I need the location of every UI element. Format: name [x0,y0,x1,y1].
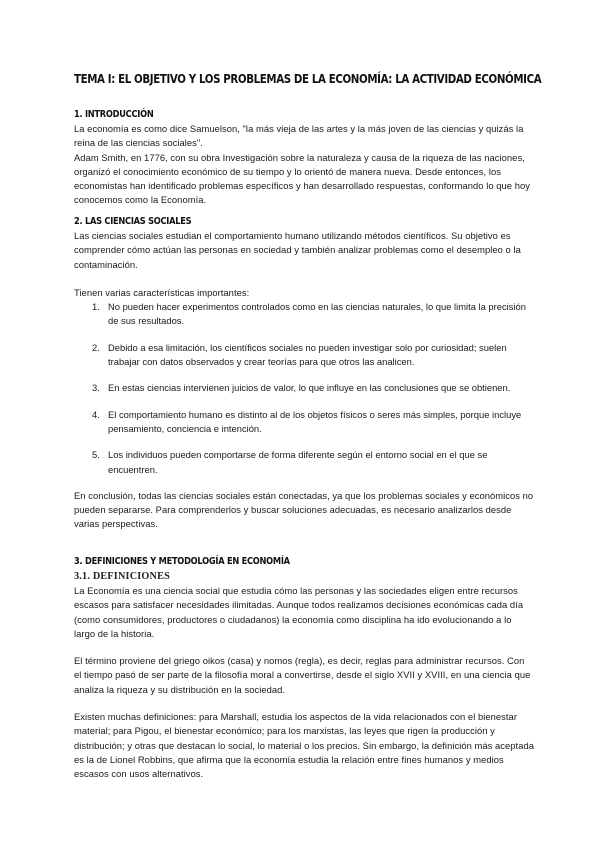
definitions-paragraph-2: El término proviene del griego oikos (casa) y nomos (regla), es decir, reglas para administrar recursos. Con el tiempo pasó de ser parte de la filosofía moral a convertirse, desde el siglo XVII y XVIII, en una ciencia que analiza la riqueza y su distribución en la sociedad. [74,655,531,695]
section-definitions [74,556,534,782]
section-heading-definitions: 3. DEFINICIONES Y METODOLOGÍA EN ECONOMÍA [74,556,290,567]
characteristics-list [74,300,534,477]
section-social-sciences [74,216,534,532]
intro-paragraph-2: Adam Smith, en 1776, con su obra Investigación sobre la naturaleza y causa de la riqueza de las naciones, organizó el conocimiento económico de su tiempo y lo orientó de manera nueva. Desde entonces, los economistas han identificado problemas específicos y han desarrollado respuestas, conformando lo que hoy conocemos como la Economía. [74,151,530,206]
list-item: 4. El comportamiento humano es distinto al de los objetos físicos o seres más simples, porque incluye pensamiento, conciencia e intención. [92,408,522,434]
list-item: 2. Debido a esa limitación, los científicos sociales no pueden investigar solo por curiosidad; suelen trabajar con datos observados y crear teorías para que otros las analicen. [92,341,507,368]
list-item: 5. Los individuos pueden comportarse de forma diferente según el entorno social en el que se encuentren. [92,449,488,475]
social-paragraph-1: Las ciencias sociales estudian el comportamiento humano utilizando métodos científicos. Su objetivo es comprender cómo actúan las personas en sociedad y también analizar problemas como el desempleo o la contaminación. [74,230,521,270]
subsection-heading-definitions: 3.1. DEFINICIONES [74,571,170,582]
definitions-paragraph-3: Existen muchas definiciones: para Marshall, estudia los aspectos de la vida relacionados con el bienestar material; para Pigou, el bienestar económico; para los marxistas, las leyes que rigen la producción y distribución; y otras que destacan lo social, lo material o los precios. Sin embargo, la definición más aceptada es la de Lionel Robbins, que afirma que la economía estudia la relación entre fines humanos y medios escasos con usos alternativos. [74,711,535,780]
document-title: TEMA I: EL OBJETIVO Y LOS PROBLEMAS DE LA ECONOMÍA: LA ACTIVIDAD ECONÓMICA [74,72,542,86]
social-paragraph-2: Tienen varias características importantes: [74,286,250,298]
list-item: 1. No pueden hacer experimentos controlados como en las ciencias naturales, lo que limita la precisión de sus resultados. [92,301,526,327]
list-item: 3. En estas ciencias intervienen juicios de valor, lo que influye en las conclusiones que se obtienen. [92,382,511,394]
intro-paragraph-1: La economía es como dice Samuelson, "la más vieja de las artes y la más joven de las ciencias y quizás la reina de las ciencias sociales". [74,123,524,149]
section-introduction [74,109,534,208]
definitions-paragraph-1: La Economía es una ciencia social que estudia cómo las personas y las sociedades eligen entre recursos escasos para satisfacer necesidades ilimitadas. Aunque todos realizamos decisiones económicas cada día (como consumidores, productores o ciudadanos) la economía como disciplina ha ido evolucionando a lo largo de la historia. [74,585,524,639]
section-heading-introduction: 1. INTRODUCCIÓN [74,109,154,120]
section-heading-social-sciences: 2. LAS CIENCIAS SOCIALES [74,216,192,227]
social-conclusion: En conclusión, todas las ciencias sociales están conectadas, ya que los problemas sociales y económicos no pueden separarse. Para comprenderlos y buscar soluciones adecuadas, es necesario analizarlos desde varias perspectivas. [74,489,534,530]
